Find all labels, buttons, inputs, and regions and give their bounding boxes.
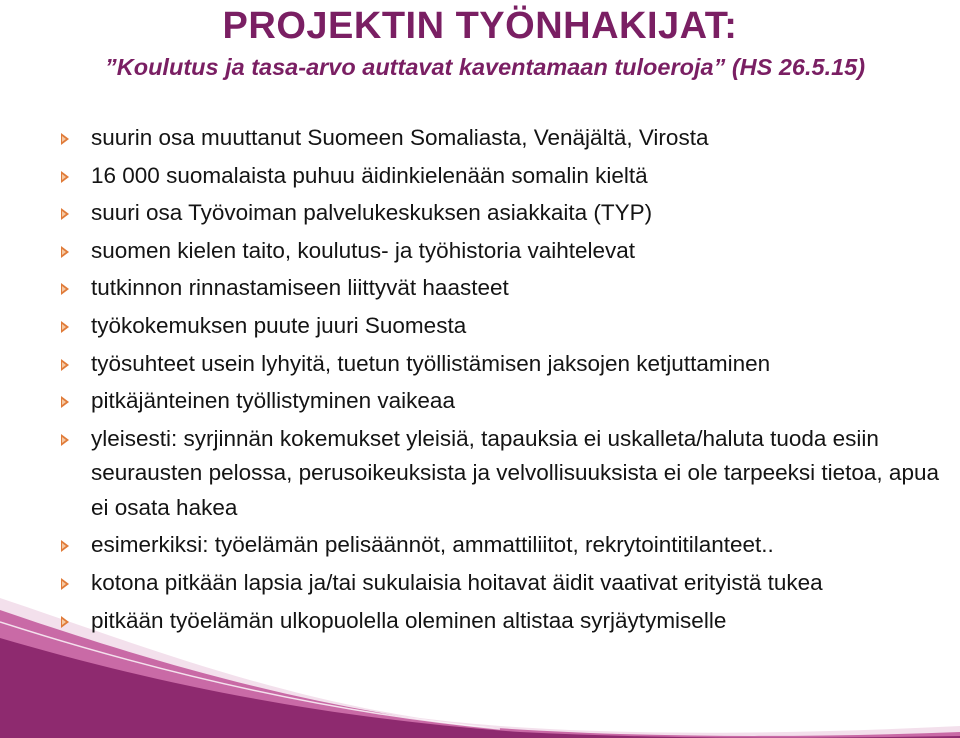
bullet-text: yleisesti: syrjinnän kokemukset yleisiä, tapauksia ei uskalleta/haluta tuoda esiin seurausten pelossa, perusoikeuksista ja velvollisuuksista ei ole tarpeeksi tietoa, apua ei osata hakea: [91, 425, 939, 520]
bullet-list: [60, 121, 955, 641]
triangle-bullet-icon: [61, 578, 69, 590]
bullet-text: työsuhteet usein lyhyitä, tuetun työllistämisen jaksojen ketjuttaminen: [91, 350, 771, 376]
bullet-text: suurin osa muuttanut Suomeen Somaliasta, Venäjältä, Virosta: [91, 125, 709, 150]
bullet-text: suuri osa Työvoiman palvelukeskuksen asiakkaita (TYP): [91, 200, 653, 226]
bullet-text: esimerkiksi: työelämän pelisäännöt, ammattiliitot, rekrytointitilanteet..: [91, 532, 774, 558]
bullet-text: pitkään työelämän ulkopuolella oleminen altistaa syrjäytymiselle: [91, 607, 727, 633]
bullet-item: [60, 604, 955, 639]
slide-subtitle: ”Koulutus ja tasa-arvo auttavat kaventamaan tuloeroja” (HS 26.5.15): [105, 54, 866, 80]
bullet-item: [60, 196, 955, 231]
bullet-text: pitkäjänteinen työllistyminen vaikeaa: [91, 388, 455, 414]
bullet-item: [60, 347, 955, 382]
bullet-text: työkokemuksen puute juuri Suomesta: [91, 312, 467, 338]
triangle-bullet-icon: [61, 171, 69, 183]
bullet-item: [60, 121, 955, 156]
bullet-item: [60, 271, 955, 306]
triangle-bullet-icon: [61, 540, 69, 552]
triangle-bullet-icon: [61, 396, 69, 408]
bullet-text: tutkinnon rinnastamiseen liittyvät haasteet: [91, 275, 509, 301]
bullet-item: [60, 384, 955, 419]
bullet-item: [60, 566, 955, 601]
triangle-bullet-icon: [61, 434, 69, 446]
triangle-bullet-icon: [61, 208, 69, 220]
bullet-item: [60, 422, 955, 526]
triangle-bullet-icon: [61, 359, 69, 371]
triangle-bullet-icon: [61, 133, 69, 145]
triangle-bullet-icon: [61, 283, 69, 295]
bullet-item: [60, 234, 955, 269]
bullet-text: suomen kielen taito, koulutus- ja työhistoria vaihtelevat: [91, 237, 636, 263]
triangle-bullet-icon: [61, 321, 69, 333]
triangle-bullet-icon: [61, 246, 69, 258]
bullet-text: kotona pitkään lapsia ja/tai sukulaisia hoitavat äidit vaativat erityistä tukea: [91, 569, 823, 595]
slide-title: PROJEKTIN TYÖNHAKIJAT:: [222, 5, 738, 47]
bullet-item: [60, 159, 955, 194]
bullet-item: [60, 309, 955, 344]
triangle-bullet-icon: [61, 616, 69, 628]
bullet-text: 16 000 suomalaista puhuu äidinkielenään somalin kieltä: [91, 162, 648, 188]
bullet-item: [60, 528, 955, 563]
